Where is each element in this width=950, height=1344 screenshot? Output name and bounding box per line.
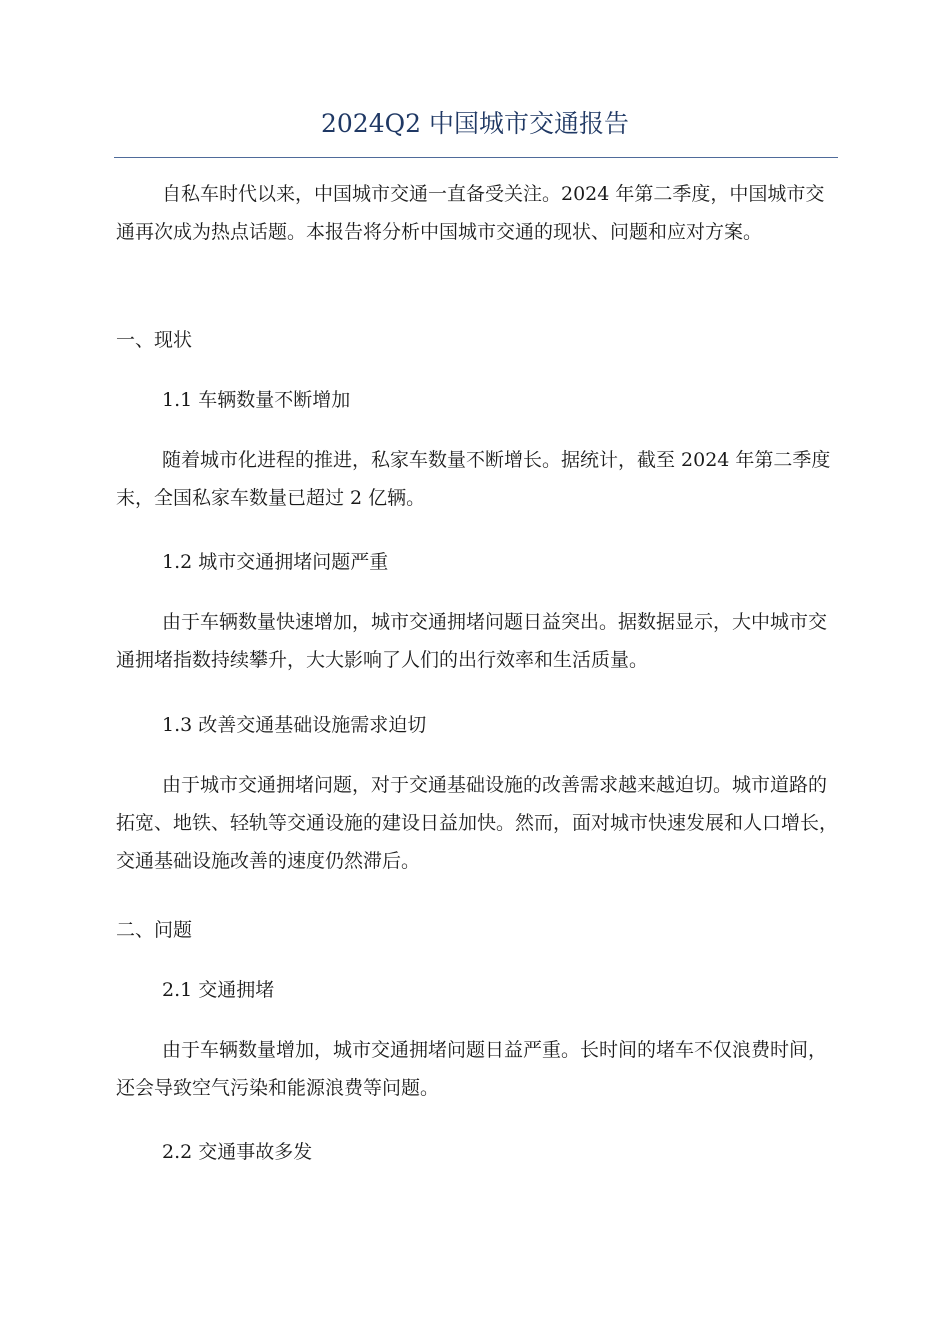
subsection-heading-accidents: 2.2 交通事故多发 [162,1141,313,1163]
section-heading-problems: 二、问题 [116,919,193,941]
intro-paragraph: 自私车时代以来，中国城市交通一直备受关注。2024 年第二季度，中国城市交通再次成为热点话题。本报告将分析中国城市交通的现状、问题和应对方案。 [116,183,825,243]
document-title: 2024Q2 中国城市交通报告 [321,109,629,138]
paragraph-congestion: 由于车辆数量快速增加，城市交通拥堵问题日益突出。据数据显示，大中城市交通拥堵指数持续攀升，大大影响了人们的出行效率和生活质量。 [116,611,828,671]
subsection-heading-infrastructure: 1.3 改善交通基础设施需求迫切 [162,714,427,736]
subsection-heading-traffic-jam: 2.1 交通拥堵 [162,979,275,1001]
section-heading-status: 一、现状 [116,329,193,351]
paragraph-infrastructure: 由于城市交通拥堵问题，对于交通基础设施的改善需求越来越迫切。城市道路的拓宽、地铁、轻轨等交通设施的建设日益加快。然而，面对城市快速发展和人口增长，交通基础设施改善的速度仍然滞后。 [116,774,839,872]
title-divider [114,157,838,158]
paragraph-traffic-jam: 由于车辆数量增加，城市交通拥堵问题日益严重。长时间的堵车不仅浪费时间，还会导致空气污染和能源浪费等问题。 [116,1039,828,1099]
paragraph-vehicle-growth: 随着城市化进程的推进，私家车数量不断增长。据统计，截至 2024 年第二季度末，全国私家车数量已超过 2 亿辆。 [116,449,831,509]
subsection-heading-congestion: 1.2 城市交通拥堵问题严重 [162,551,389,573]
subsection-heading-vehicle-growth: 1.1 车辆数量不断增加 [162,389,351,411]
